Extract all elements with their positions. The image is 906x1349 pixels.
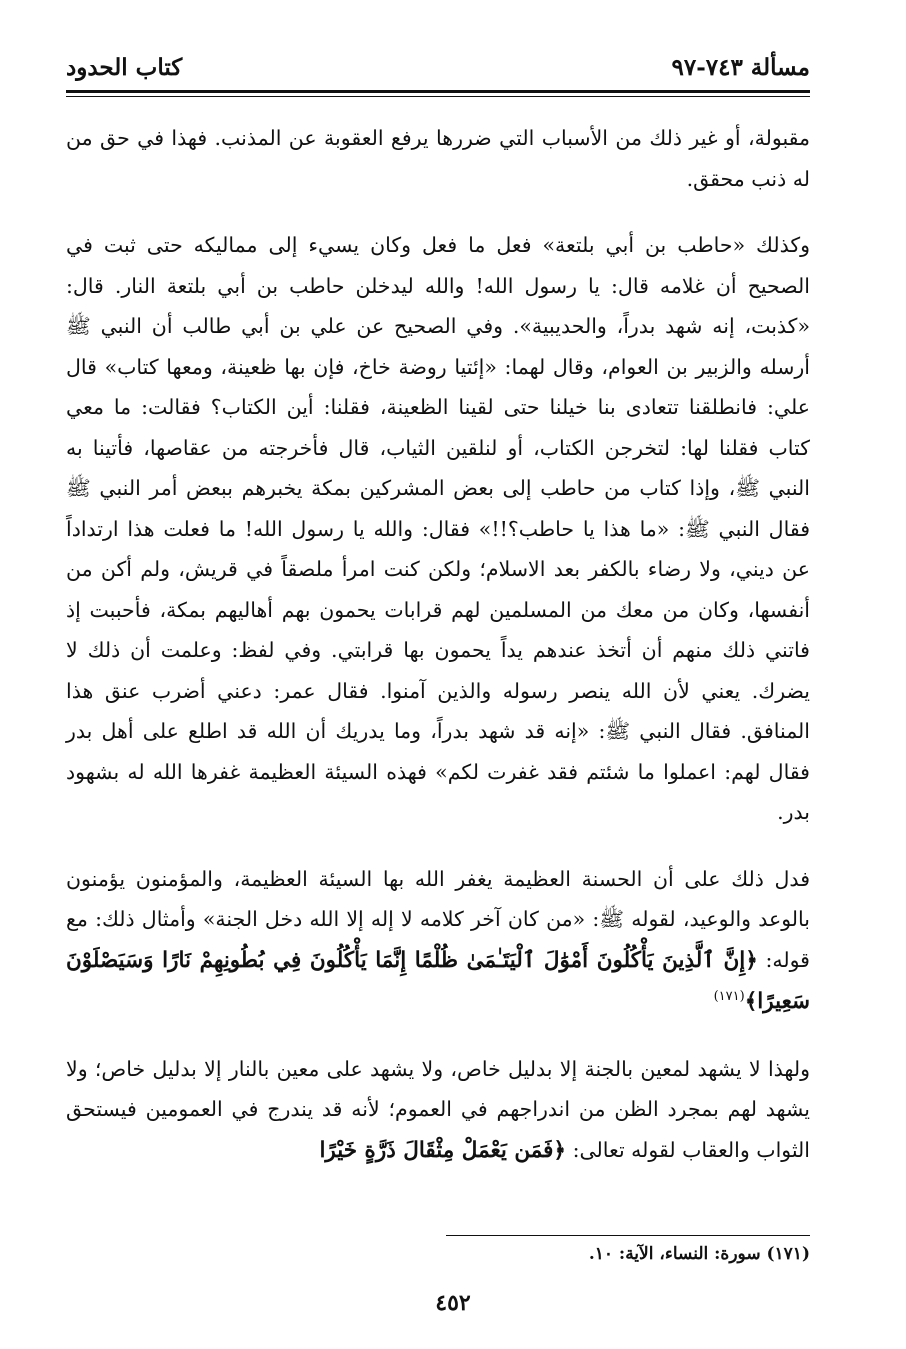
running-header <box>66 54 810 88</box>
header-book-title: كتاب الحدود <box>66 54 183 81</box>
quran-verse-2: ﴿فَمَن يَعْمَلْ مِثْقَالَ ذَرَّةٍ خَيْرًا <box>319 1137 567 1163</box>
paragraph-2 <box>66 225 810 833</box>
paragraph-3 <box>66 859 810 1023</box>
paragraph-4 <box>66 1049 810 1172</box>
footnote-rule <box>446 1235 810 1236</box>
footnote: (١٧١) سورة: النساء، الآية: ١٠. <box>588 1244 810 1264</box>
paragraph-2-text: وكذلك «حاطب بن أبي بلتعة» فعل ما فعل وكان يسيء إلى مماليكه حتى ثبت في الصحيح أن غلامه قال: يا رسول الله! والله ليدخلن حاطب بن أبي بلتعة النار. قال: «كذبت، إنه شهد بدراً، والحديبية». وفي الصحيح عن علي بن أبي طالب أن النبي ﷺ أرسله والزبير بن العوام، وقال لهما: «إئتيا روضة خاخ، فإن بها ظعينة، ومعها كتاب» قال علي: فانطلقنا تتعادى بنا خيلنا حتى لقينا الظعينة، فقلنا: أين الكتاب؟ فقالت: ما معي كتاب فقلنا لها: لتخرجن الكتاب، أو لنلقين الثياب، قال فأخرجته من عقاصها، فأتينا به النبي ﷺ، وإذا كتاب من حاطب إلى بعض المشركين بمكة يخبرهم ببعض أمر النبي ﷺ فقال النبي ﷺ: «ما هذا يا حاطب؟!!» فقال: والله يا رسول الله! ما فعلت هذا ارتداداً عن ديني، ولا رضاء بالكفر بعد الاسلام؛ ولكن كنت امرأ ملصقاً في قريش، ولم أكن من أنفسها، وكان من معك من المسلمين لهم قرابات يحمون بهم أهاليهم بمكة، فأحببت إذ فاتني ذلك منهم أن أتخذ عندهم يداً يحمون بها قرابتي. وفي لفظ: وعلمت أن ذلك لا يضرك. يعني لأن الله ينصر رسوله والذين آمنوا. فقال عمر: دعني أضرب عنق هذا المنافق. فقال النبي ﷺ: «إنه قد شهد بدراً، وما يدريك أن الله قد اطلع على أهل بدر فقال لهم: اعملوا ما شئتم فقد غفرت لكم» فهذه السيئة العظيمة غفرها الله له بشهود بدر. <box>66 233 810 824</box>
main-text <box>66 118 810 1171</box>
header-rule-thick <box>66 90 810 93</box>
paragraph-4-text: ولهذا لا يشهد لمعين بالجنة إلا بدليل خاص، ولا يشهد على معين بالنار إلا بدليل خاص؛ ولا يشهد لهم بمجرد الظن من اندراجهم في العموم؛ لأنه قد يندرج في العمومين فيستحق الثواب والعقاب لقوله تعالى: <box>66 1056 810 1162</box>
paragraph-1 <box>66 118 810 199</box>
page-number: ٤٥٢ <box>435 1290 471 1316</box>
header-issue-number: مسألة ٧٤٣-٩٧ <box>671 54 810 81</box>
paragraph-1-text: مقبولة، أو غير ذلك من الأسباب التي ضررها يرفع العقوبة عن المذنب. فهذا في حق من له ذنب محقق. <box>66 126 810 191</box>
footnote-reference: (١٧١) <box>713 989 745 1005</box>
header-rule-thin <box>66 96 810 97</box>
quran-verse-1: ﴿إِنَّ ٱلَّذِينَ يَأْكُلُونَ أَمْوَٰلَ ٱلْيَتَـٰمَىٰ ظُلْمًا إِنَّمَا يَأْكُلُونَ فِي بُطُونِهِمْ نَارًا وَسَيَصْلَوْنَ سَعِيرًا﴾ <box>66 947 810 1014</box>
paragraph-3-text: فدل ذلك على أن الحسنة العظيمة يغفر الله بها السيئة العظيمة، والمؤمنون يؤمنون بالوعد والوعيد، لقوله ﷺ: «من كان آخر كلامه لا إله إلا الله دخل الجنة» وأمثال ذلك: مع قوله: <box>66 866 810 972</box>
